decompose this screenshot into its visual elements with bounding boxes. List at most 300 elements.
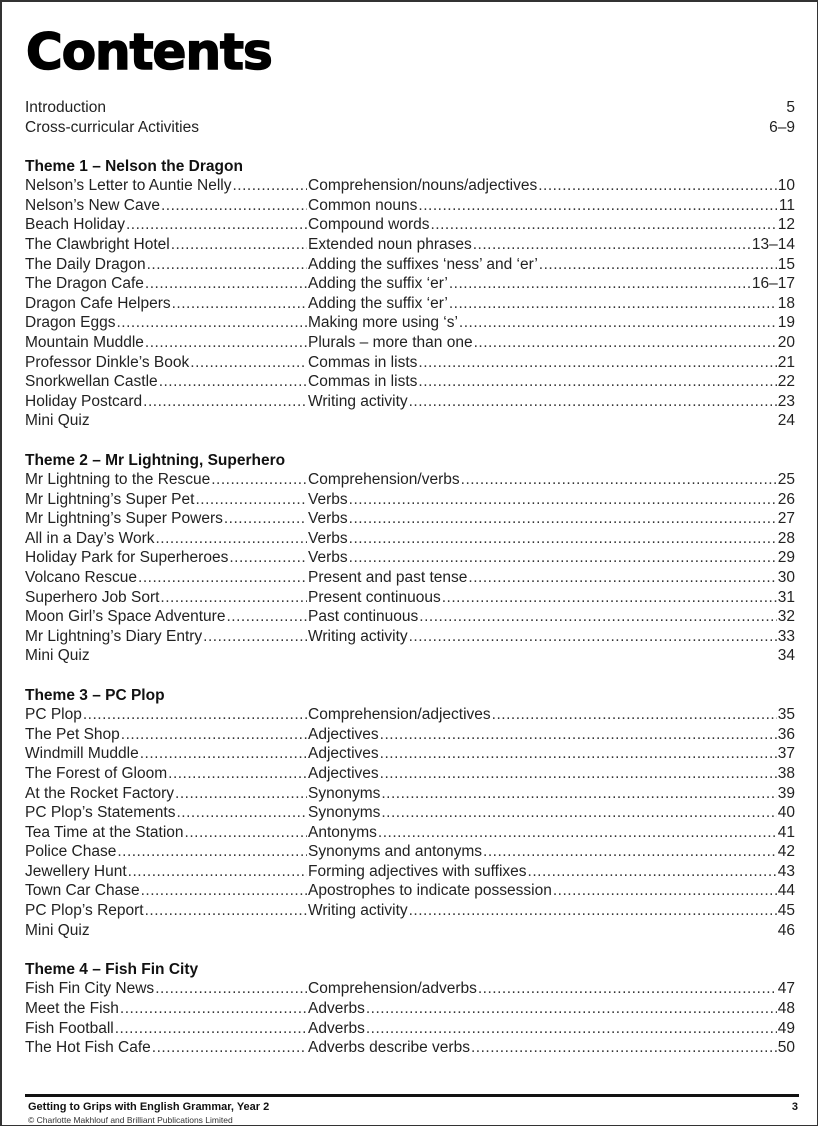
toc-topic-column: [308, 803, 795, 823]
theme-heading: Theme 1 – Nelson the Dragon: [25, 157, 243, 175]
toc-entry-topic: Forming adjectives with suffixes: [308, 862, 527, 880]
toc-entry-topic: Verbs: [308, 490, 348, 508]
toc-entry-topic: Verbs: [308, 549, 348, 567]
toc-title-column: [25, 627, 308, 647]
toc-entry-topic: Adding the suffixes ‘ness’ and ‘er’: [308, 255, 538, 273]
toc-topic-column: [308, 274, 795, 294]
toc-entry-title: Mini Quiz: [25, 412, 90, 430]
toc-entry-topic: Comprehension/adjectives: [308, 706, 491, 724]
footer-rule: [25, 1094, 799, 1097]
toc-entry-title: Professor Dinkle’s Book: [25, 353, 190, 371]
dot-leader: [161, 196, 307, 216]
toc-page-number: 20: [777, 334, 795, 352]
toc-entry-title: Windmill Muddle: [25, 745, 139, 763]
toc-row[interactable]: [25, 255, 795, 275]
toc-page-number: 22: [777, 373, 795, 391]
toc-title-column: [25, 901, 308, 921]
footer-page-number: 3: [791, 1101, 798, 1113]
toc-title-column: [25, 333, 308, 353]
dot-leader: [418, 372, 776, 392]
dot-leader: [528, 862, 777, 882]
toc-entry-title: Dragon Cafe Helpers: [25, 294, 171, 312]
toc-entry-topic: Synonyms: [308, 784, 381, 802]
dot-leader: [553, 881, 777, 901]
toc-topic-column: [308, 979, 795, 999]
dot-leader: [378, 823, 777, 843]
toc-topic-column: [308, 744, 795, 764]
toc-page-number: 30: [777, 569, 795, 587]
dot-leader: [138, 568, 307, 588]
toc-row[interactable]: [25, 784, 795, 804]
toc-page-number: 41: [777, 823, 795, 841]
toc-entry-topic: Present continuous: [308, 588, 441, 606]
toc-title-column: [25, 881, 308, 901]
toc-topic-column: [308, 588, 795, 608]
dot-leader: [409, 392, 777, 412]
toc-row[interactable]: [25, 372, 795, 392]
toc-entry-topic: Past continuous: [308, 608, 419, 626]
toc-topic-column: [308, 333, 795, 353]
toc-entry-title: Mr Lightning’s Diary Entry: [25, 627, 203, 645]
toc-intro-row[interactable]: [25, 118, 795, 138]
toc-entry-topic: Adjectives: [308, 725, 379, 743]
toc-title-column: [25, 1019, 308, 1039]
toc-page-number: 26: [777, 490, 795, 508]
toc-row[interactable]: [25, 588, 795, 608]
dot-leader: [449, 274, 751, 294]
dot-leader: [126, 215, 307, 235]
toc-row[interactable]: [25, 842, 795, 862]
dot-leader: [83, 705, 307, 725]
toc-page-number: 39: [777, 784, 795, 802]
dot-leader: [380, 744, 777, 764]
toc-entry-title: Mr Lightning to the Rescue: [25, 471, 211, 489]
toc-entry-title: Meet the Fish: [25, 999, 119, 1017]
toc-topic-column: [308, 823, 795, 843]
dot-leader: [483, 842, 777, 862]
toc-topic-column: [308, 294, 795, 314]
toc-topic-column: [308, 627, 795, 647]
dot-leader: [349, 529, 777, 549]
toc-title-column: [25, 979, 308, 999]
dot-leader: [143, 392, 307, 412]
toc-topic-column: [308, 548, 795, 568]
toc-topic-column: [308, 1038, 795, 1058]
toc-entry-title: Introduction: [25, 99, 106, 116]
dot-leader: [141, 881, 307, 901]
toc-row[interactable]: [25, 881, 795, 901]
toc-title-column: [25, 196, 308, 216]
toc-page-number: 50: [777, 1039, 795, 1057]
toc-title-column: [25, 470, 308, 490]
toc-title-column: [25, 548, 308, 568]
dot-leader: [128, 862, 307, 882]
toc-entry-topic: Commas in lists: [308, 353, 418, 371]
theme-heading: Theme 3 – PC Plop: [25, 686, 165, 704]
toc-topic-column: [308, 784, 795, 804]
toc-title-column: [25, 823, 308, 843]
dot-leader: [115, 1019, 307, 1039]
toc-page-number: 37: [777, 745, 795, 763]
theme-heading: Theme 2 – Mr Lightning, Superhero: [25, 451, 286, 469]
toc-row[interactable]: [25, 509, 795, 529]
toc-entry-topic: Comprehension/adverbs: [308, 980, 477, 998]
dot-leader: [159, 372, 307, 392]
theme-heading: Theme 4 – Fish Fin City: [25, 960, 199, 978]
toc-title-column: [25, 607, 308, 627]
toc-topic-column: [308, 509, 795, 529]
toc-page-number: 18: [777, 294, 795, 312]
toc-row[interactable]: [25, 1038, 795, 1058]
dot-leader: [478, 979, 777, 999]
toc-entry-topic: Extended noun phrases: [308, 236, 472, 254]
toc-topic-column: [308, 764, 795, 784]
toc-entry-title: The Dragon Cafe: [25, 275, 144, 293]
toc-entry-title: Town Car Chase: [25, 882, 140, 900]
toc-entry-title: Moon Girl’s Space Adventure: [25, 608, 226, 626]
toc-topic-column: [308, 1019, 795, 1039]
toc-page-number: 49: [777, 1019, 795, 1037]
toc-title-column: [25, 862, 308, 882]
toc-topic-column: [308, 705, 795, 725]
toc-entry-topic: Adverbs: [308, 999, 365, 1017]
toc-row[interactable]: [25, 313, 795, 333]
toc-topic-column: [308, 372, 795, 392]
toc-topic-column: [308, 255, 795, 275]
toc-entry-topic: Adding the suffix ‘er’: [308, 275, 448, 293]
toc-row[interactable]: [25, 979, 795, 999]
dot-leader: [474, 333, 777, 353]
toc-topic-column: [308, 901, 795, 921]
toc-entry-topic: Writing activity: [308, 392, 408, 410]
toc-page-number: 42: [777, 843, 795, 861]
toc-entry-title: Holiday Park for Superheroes: [25, 549, 229, 567]
dot-leader: [116, 313, 307, 333]
toc-entry-title: All in a Day’s Work: [25, 529, 155, 547]
toc-entry-title: Superhero Job Sort: [25, 588, 160, 606]
toc-entry-topic: Adverbs describe verbs: [308, 1039, 470, 1057]
toc-row[interactable]: [25, 490, 795, 510]
toc-page-number: 46: [777, 921, 795, 939]
toc-page-number: 27: [777, 510, 795, 528]
toc-row[interactable]: [25, 744, 795, 764]
toc-title-column: [25, 1038, 308, 1058]
toc-entry-title: The Daily Dragon: [25, 255, 146, 273]
dot-leader: [145, 901, 307, 921]
toc-topic-column: [308, 215, 795, 235]
toc-title-column: [25, 255, 308, 275]
toc-title-column: [25, 803, 308, 823]
dot-leader: [409, 627, 777, 647]
toc-page-number: 36: [777, 725, 795, 743]
toc-row[interactable]: [25, 294, 795, 314]
toc-title-column: [25, 784, 308, 804]
toc-topic-column: [308, 999, 795, 1019]
toc-entry-title: Fish Fin City News: [25, 980, 155, 998]
toc-entry-title: At the Rocket Factory: [25, 784, 175, 802]
toc-entry-title: The Pet Shop: [25, 725, 120, 743]
dot-leader: [430, 215, 776, 235]
toc-title-column: [25, 705, 308, 725]
toc-page-number: 13–14: [751, 236, 795, 254]
toc-topic-column: [308, 490, 795, 510]
toc-entry-title: Mini Quiz: [25, 921, 90, 939]
toc-intro-row[interactable]: [25, 98, 795, 118]
toc-row[interactable]: [25, 392, 795, 412]
toc-page-number: 32: [777, 608, 795, 626]
dot-leader: [160, 588, 307, 608]
dot-leader: [229, 548, 307, 568]
dot-leader: [349, 509, 777, 529]
toc-title-column: [25, 176, 308, 196]
toc-entry-title: Tea Time at the Station: [25, 823, 184, 841]
toc-entry-title: Mr Lightning’s Super Powers: [25, 510, 223, 528]
toc-page-number: 5: [786, 99, 795, 116]
dot-leader: [168, 764, 307, 784]
toc-row[interactable]: [25, 823, 795, 843]
toc-entry-topic: Verbs: [308, 529, 348, 547]
toc-title-column: [25, 215, 308, 235]
toc-entry-title: Snorkwellan Castle: [25, 373, 158, 391]
dot-leader: [145, 333, 307, 353]
toc-entry-title: Mr Lightning’s Super Pet: [25, 490, 195, 508]
toc-entry-title: Mountain Muddle: [25, 334, 144, 352]
toc-title-column: [25, 999, 308, 1019]
dot-leader: [175, 784, 307, 804]
toc-topic-column: [308, 353, 795, 373]
toc-entry-topic: Commas in lists: [308, 373, 418, 391]
toc-page-number: 45: [777, 902, 795, 920]
theme-section: [25, 451, 795, 667]
toc-page-number: 25: [777, 471, 795, 489]
dot-leader: [349, 490, 777, 510]
toc-page-number: 28: [777, 529, 795, 547]
dot-leader: [145, 274, 307, 294]
toc-row[interactable]: [25, 705, 795, 725]
toc-page-number: 15: [777, 255, 795, 273]
toc-page-number: 29: [777, 549, 795, 567]
toc-entry-topic: Adjectives: [308, 745, 379, 763]
dot-leader: [418, 196, 777, 216]
toc-page-number: 48: [777, 999, 795, 1017]
toc-entry-topic: Antonyms: [308, 823, 377, 841]
dot-leader: [459, 313, 777, 333]
toc-row[interactable]: [25, 627, 795, 647]
dot-leader: [190, 353, 307, 373]
toc-title-column: [25, 842, 308, 862]
dot-leader: [349, 548, 777, 568]
dot-leader: [539, 255, 777, 275]
toc-row[interactable]: [25, 901, 795, 921]
toc-title-column: [25, 313, 308, 333]
theme-section: [25, 157, 795, 431]
toc-entry-title: PC Plop’s Report: [25, 902, 144, 920]
toc-row[interactable]: [25, 176, 795, 196]
toc-page-number: 43: [777, 862, 795, 880]
dot-leader: [471, 1038, 777, 1058]
dot-leader: [449, 294, 777, 314]
toc-topic-column: [308, 470, 795, 490]
toc-topic-column: [308, 568, 795, 588]
toc-row[interactable]: [25, 646, 795, 666]
toc-page-number: 19: [777, 314, 795, 332]
toc-page-number: 31: [777, 588, 795, 606]
theme-section: [25, 686, 795, 941]
toc-page-number: 16–17: [751, 275, 795, 293]
dot-leader: [468, 568, 776, 588]
dot-leader: [381, 784, 776, 804]
toc-row[interactable]: [25, 411, 795, 431]
toc-entry-title: The Hot Fish Cafe: [25, 1039, 151, 1057]
dot-leader: [366, 999, 777, 1019]
toc-entry-topic: Plurals – more than one: [308, 334, 473, 352]
toc-row[interactable]: [25, 764, 795, 784]
toc-row[interactable]: [25, 529, 795, 549]
toc-page-number: 12: [777, 216, 795, 234]
toc-entry-title: Police Chase: [25, 843, 117, 861]
toc-row[interactable]: [25, 921, 795, 941]
toc-entry-title: The Forest of Gloom: [25, 764, 168, 782]
dot-leader: [492, 705, 777, 725]
dot-leader: [203, 627, 307, 647]
toc-row[interactable]: [25, 568, 795, 588]
toc-entry-topic: Apostrophes to indicate possession: [308, 882, 552, 900]
toc-title-column: [25, 274, 308, 294]
toc-topic-column: [308, 725, 795, 745]
dot-leader: [176, 803, 307, 823]
dot-leader: [233, 176, 308, 196]
toc-row[interactable]: [25, 607, 795, 627]
dot-leader: [224, 509, 307, 529]
toc-page-number: 11: [778, 196, 795, 214]
toc-row[interactable]: [25, 353, 795, 373]
dot-leader: [461, 470, 777, 490]
dot-leader: [409, 901, 777, 921]
dot-leader: [442, 588, 777, 608]
dot-leader: [195, 490, 307, 510]
toc-entry-topic: Adding the suffix ‘er’: [308, 294, 448, 312]
toc-title-column: [25, 372, 308, 392]
dot-leader: [121, 725, 307, 745]
toc-page-number: 38: [777, 764, 795, 782]
toc-entry-title: PC Plop’s Statements: [25, 804, 176, 822]
toc-row[interactable]: [25, 999, 795, 1019]
toc-row[interactable]: [25, 548, 795, 568]
toc-row[interactable]: [25, 470, 795, 490]
footer-copyright: © Charlotte Makhlouf and Brilliant Publications Limited: [28, 1115, 233, 1125]
toc-page-number: 21: [777, 353, 795, 371]
toc-title-column: [25, 353, 308, 373]
toc-row[interactable]: [25, 196, 795, 216]
dot-leader: [172, 294, 307, 314]
toc-page-number: 34: [777, 647, 795, 665]
toc-topic-column: [308, 529, 795, 549]
toc-entry-topic: Writing activity: [308, 627, 408, 645]
dot-leader: [147, 255, 307, 275]
toc-entry-title: Dragon Eggs: [25, 314, 116, 332]
toc-page-number: 47: [777, 980, 795, 998]
toc-topic-column: [308, 881, 795, 901]
toc-page-number: 35: [777, 706, 795, 724]
toc-title-column: [25, 764, 308, 784]
page-title: Contents: [26, 23, 272, 81]
toc-row[interactable]: [25, 803, 795, 823]
toc-entry-topic: Common nouns: [308, 196, 418, 214]
toc-row[interactable]: [25, 215, 795, 235]
dot-leader: [380, 725, 777, 745]
toc-entry-topic: Comprehension/nouns/adjectives: [308, 177, 538, 195]
dot-leader: [418, 353, 776, 373]
toc-entry-topic: Synonyms: [308, 804, 381, 822]
toc-row[interactable]: [25, 333, 795, 353]
theme-sections: [25, 157, 795, 1058]
toc-entry-topic: Compound words: [308, 216, 430, 234]
toc-title-column: [25, 744, 308, 764]
toc-page-number: 44: [777, 882, 795, 900]
toc-entry-title: Volcano Rescue: [25, 569, 138, 587]
toc-title-column: [25, 392, 308, 412]
dot-leader: [380, 764, 777, 784]
toc-title-column: [25, 725, 308, 745]
toc-topic-column: [308, 235, 795, 255]
dot-leader: [381, 803, 776, 823]
toc-entry-title: Holiday Postcard: [25, 392, 143, 410]
toc-title-column: [25, 588, 308, 608]
toc-row[interactable]: [25, 235, 795, 255]
toc-topic-column: [308, 607, 795, 627]
toc-entry-topic: Verbs: [308, 510, 348, 528]
dot-leader: [156, 529, 308, 549]
dot-leader: [140, 744, 307, 764]
toc-topic-column: [308, 842, 795, 862]
toc-entry-title: Nelson’s Letter to Auntie Nelly: [25, 177, 232, 195]
toc-title-column: [25, 568, 308, 588]
toc-topic-column: [308, 392, 795, 412]
dot-leader: [538, 176, 777, 196]
dot-leader: [185, 823, 307, 843]
toc-row[interactable]: [25, 274, 795, 294]
toc-entry-topic: Writing activity: [308, 902, 408, 920]
toc-title-column: [25, 509, 308, 529]
toc-topic-column: [308, 176, 795, 196]
dot-leader: [117, 842, 307, 862]
dot-leader: [120, 999, 307, 1019]
toc-row[interactable]: [25, 1019, 795, 1039]
dot-leader: [155, 979, 307, 999]
toc-page-number: 40: [777, 804, 795, 822]
dot-leader: [226, 607, 307, 627]
toc-row[interactable]: [25, 862, 795, 882]
toc-entry-title: Nelson’s New Cave: [25, 196, 160, 214]
toc-entry-topic: Adjectives: [308, 764, 379, 782]
toc-title-column: [25, 490, 308, 510]
dot-leader: [211, 470, 307, 490]
toc-entry-topic: Present and past tense: [308, 569, 468, 587]
dot-leader: [366, 1019, 777, 1039]
toc-row[interactable]: [25, 725, 795, 745]
toc-title-column: [25, 294, 308, 314]
toc-page-number: 6–9: [769, 118, 795, 136]
dot-leader: [473, 235, 751, 255]
toc-topic-column: [308, 313, 795, 333]
toc-topic-column: [308, 862, 795, 882]
toc-title-column: [25, 235, 308, 255]
toc-entry-title: Fish Football: [25, 1019, 114, 1037]
toc-entry-topic: Adverbs: [308, 1019, 365, 1037]
dot-leader: [419, 607, 776, 627]
toc-entry-title: The Clawbright Hotel: [25, 236, 170, 254]
toc-page-number: 24: [777, 412, 795, 430]
